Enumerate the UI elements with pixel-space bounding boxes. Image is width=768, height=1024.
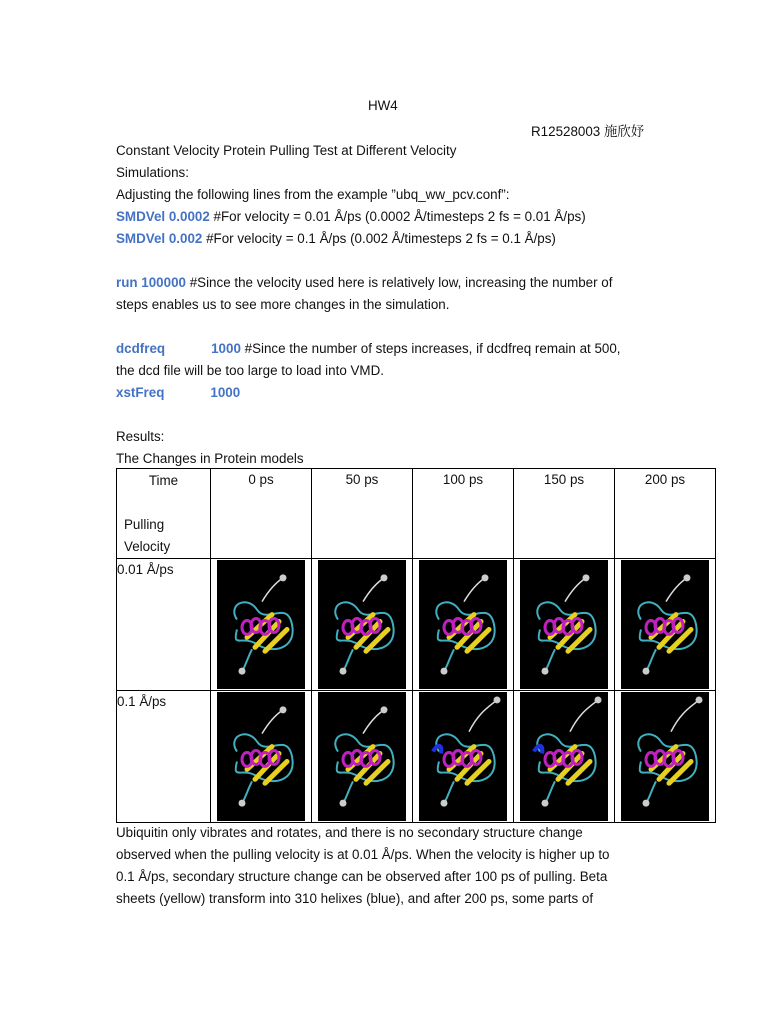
protein-image [217, 692, 305, 821]
image-cell [312, 559, 413, 691]
xstfreq-line [116, 384, 240, 402]
image-cell [514, 691, 615, 823]
header-pulling: Pulling [124, 517, 165, 532]
protein-ribbon-graphic [217, 692, 305, 821]
header-50ps: 50 ps [312, 469, 413, 559]
table-caption: The Changes in Protein models [116, 451, 304, 466]
discussion-line: 0.1 Å/ps, secondary structure change can be observed after 100 ps of pulling. Beta [116, 869, 608, 884]
row-label-fast: 0.1 Å/ps [117, 691, 211, 823]
header-0ps: 0 ps [211, 469, 312, 559]
protein-ribbon-graphic [419, 692, 507, 821]
image-cell [211, 559, 312, 691]
discussion-line: sheets (yellow) transform into 310 helixes (blue), and after 200 ps, some parts of [116, 891, 594, 906]
dcdfreq-keyword: dcdfreq [116, 341, 166, 356]
results-label: Results: [116, 429, 165, 444]
smdvel-line-1 [116, 208, 586, 226]
simulations-label: Simulations: [116, 165, 189, 180]
header-150ps: 150 ps [514, 469, 615, 559]
header-100ps: 100 ps [413, 469, 514, 559]
dcdfreq-comment: #Since the number of steps increases, if dcdfreq remain at 500, [240, 341, 621, 356]
run-comment: #Since the velocity used here is relatively low, increasing the number of [185, 275, 613, 290]
protein-image [217, 560, 305, 689]
dcdfreq-comment-cont: the dcd file will be too large to load into VMD. [116, 363, 384, 378]
image-cell [312, 691, 413, 823]
image-cell [413, 559, 514, 691]
protein-ribbon-graphic [621, 560, 709, 689]
smdvel-keyword-1: SMDVel 0.0002 [116, 209, 210, 224]
smdvel-line-2 [116, 230, 556, 248]
author-id: R12528003 施欣妤 [531, 124, 645, 139]
protein-image [621, 692, 709, 821]
table-header-row [117, 469, 716, 559]
protein-ribbon-graphic [621, 692, 709, 821]
protein-image [318, 692, 406, 821]
protein-ribbon-graphic [419, 560, 507, 689]
protein-model-table [116, 468, 716, 823]
smdvel-comment-2: #For velocity = 0.1 Å/ps (0.002 Å/timesteps 2 fs = 0.1 Å/ps) [202, 231, 556, 246]
discussion-line: Ubiquitin only vibrates and rotates, and there is no secondary structure change [116, 825, 583, 840]
image-cell [615, 691, 716, 823]
protein-ribbon-graphic [520, 560, 608, 689]
adjust-line: Adjusting the following lines from the example ”ubq_ww_pcv.conf”: [116, 187, 510, 202]
header-velocity: Velocity [124, 539, 171, 554]
protein-image [520, 692, 608, 821]
image-cell [413, 691, 514, 823]
run-keyword: run 100000 [116, 275, 186, 290]
header-time-velocity-cell [117, 469, 211, 559]
protein-image [419, 692, 507, 821]
xstfreq-keyword: xstFreq [116, 385, 165, 400]
image-cell [211, 691, 312, 823]
smdvel-comment-1: #For velocity = 0.01 Å/ps (0.0002 Å/timesteps 2 fs = 0.01 Å/ps) [209, 209, 586, 224]
discussion-paragraph [116, 822, 656, 910]
header-200ps: 200 ps [615, 469, 716, 559]
protein-ribbon-graphic [520, 692, 608, 821]
protein-ribbon-graphic [318, 560, 406, 689]
table-row-fast [117, 691, 716, 823]
discussion-line: observed when the pulling velocity is at 0.01 Å/ps. When the velocity is higher up to [116, 847, 610, 862]
header-time: Time [148, 473, 179, 488]
protein-image [419, 560, 507, 689]
protein-ribbon-graphic [318, 692, 406, 821]
image-cell [615, 559, 716, 691]
run-comment-cont: steps enables us to see more changes in the simulation. [116, 297, 450, 312]
protein-image [520, 560, 608, 689]
image-cell [514, 559, 615, 691]
xstfreq-value: 1000 [210, 385, 241, 400]
dcdfreq-line [116, 340, 621, 358]
dcdfreq-value: 1000 [211, 341, 241, 356]
row-label-slow: 0.01 Å/ps [117, 559, 211, 691]
page-title: HW4 [368, 98, 398, 113]
protein-image [621, 560, 709, 689]
smdvel-keyword-2: SMDVel 0.002 [116, 231, 203, 246]
table-row-slow [117, 559, 716, 691]
section-heading: Constant Velocity Protein Pulling Test at Different Velocity [116, 143, 457, 158]
protein-image [318, 560, 406, 689]
protein-ribbon-graphic [217, 560, 305, 689]
run-line [116, 274, 612, 292]
